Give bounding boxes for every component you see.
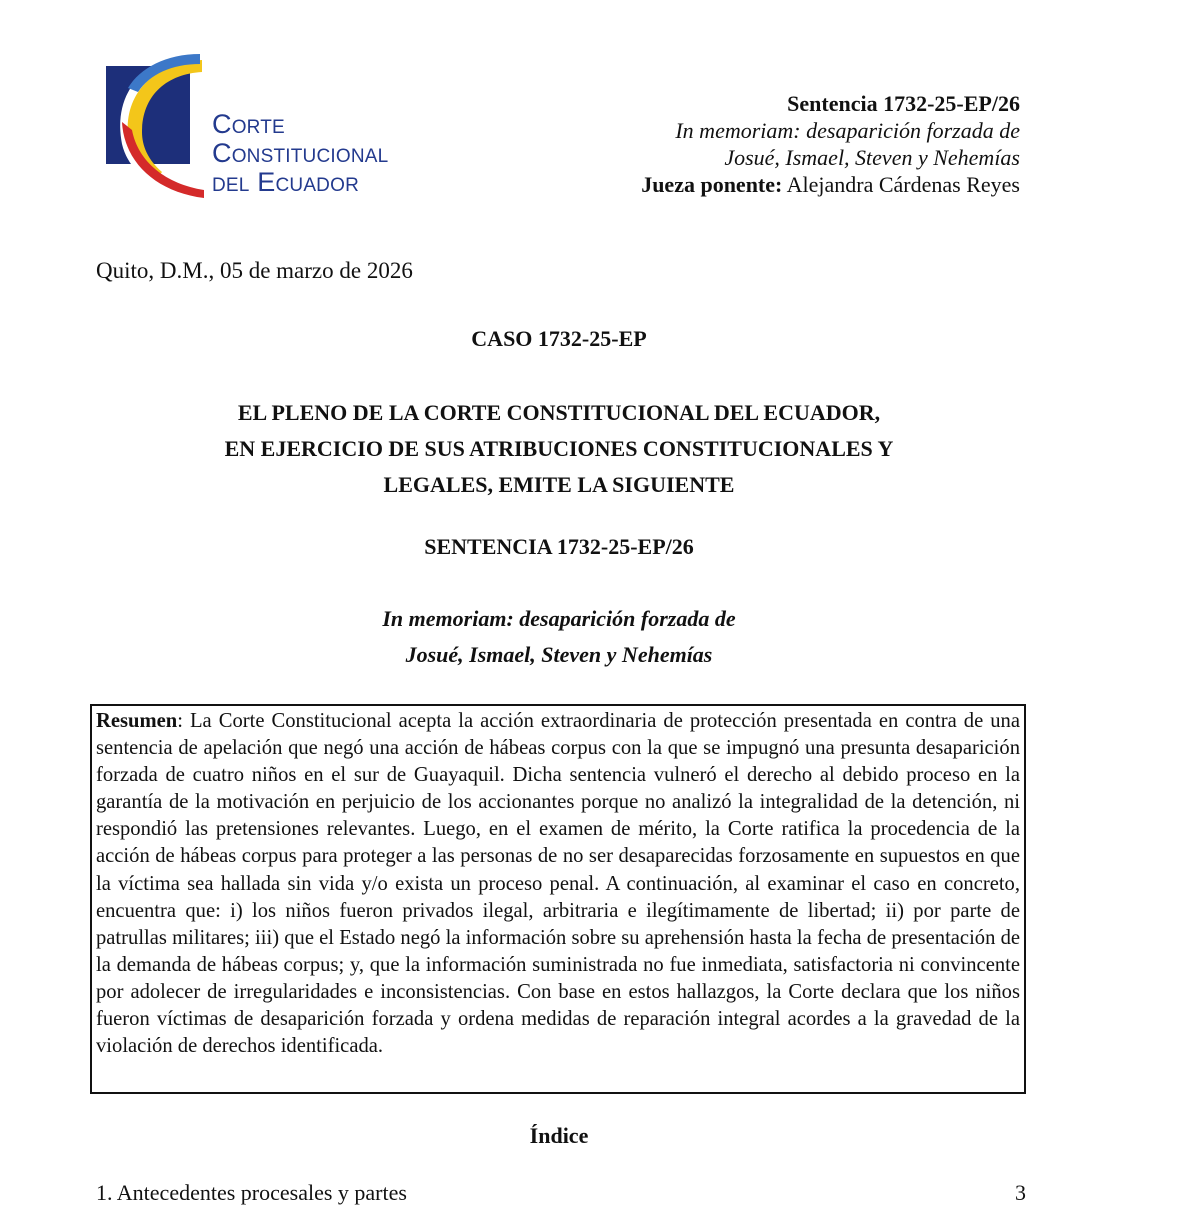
summary-text: : La Corte Constitucional acepta la acción extraordinaria de protección presentada en contra de una sentencia de apelación que negó una acción de hábeas corpus con la que se impugnó una presunta desaparición forzada de cuatro niños en el sur de Guayaquil. Dicha sentencia vulneró el derecho al debido proceso en la garantía de la motivación en perjuicio de los accionantes porque no analizó la integralidad de la detención, ni respondió las pretensiones relevantes. Luego, en el examen de mérito, la Corte ratifica la procedencia de la acción de hábeas corpus para proteger a las personas de no ser desaparecidas forzosamente en supuestos en que la víctima sea hallada sin vida y/o exista un proceso penal. A continuación, al examinar el caso en concreto, encuentra que: i) los niños fueron privados ilegal, arbitraria e ilegítimamente de libertad; ii) por parte de patrullas militares; iii) que el Estado negó la información sobre su aprehensión hasta la fecha de presentación de la demanda de hábeas corpus; y, que la información suministrada no fue inmediata, satisfactoria ni convincente por adolecer de irregularidades e inconsistencias. Con base en estos hallazgos, la Corte declara que los niños fueron víctimas de desaparición forzada y ordena medidas de reparación integral acordes a la gravedad de la violación de derechos identificada. xyxy=(96,710,1020,1058)
case-title: CASO 1732-25-EP xyxy=(471,326,647,351)
pleno-line-1: EL PLENO DE LA CORTE CONSTITUCIONAL DEL ECUADOR, xyxy=(237,400,881,425)
sentencia-title: SENTENCIA 1732-25-EP/26 xyxy=(424,534,694,559)
logo-line-1: Corte xyxy=(212,109,285,139)
toc-item-page: 3 xyxy=(1015,1180,1026,1205)
summary-box xyxy=(90,704,1026,1094)
pleno-line-2: EN EJERCICIO DE SUS ATRIBUCIONES CONSTITUCIONALES Y xyxy=(224,436,894,461)
toc-item-label: 1. Antecedentes procesales y partes xyxy=(96,1180,407,1205)
memoriam-line-1: In memoriam: desaparición forzada de xyxy=(382,606,736,631)
jueza-name: Alejandra Cárdenas Reyes xyxy=(786,172,1020,197)
memoriam-heading xyxy=(0,601,1118,673)
jueza-label: Jueza ponente: xyxy=(641,172,783,197)
header-memoriam-line-2: Josué, Ismael, Steven y Nehemías xyxy=(724,145,1020,170)
header-sentencia: Sentencia 1732-25-EP/26 xyxy=(787,91,1020,116)
memoriam-line-2: Josué, Ismael, Steven y Nehemías xyxy=(405,642,713,667)
sentence-header xyxy=(641,90,1020,198)
court-emblem-icon xyxy=(104,52,214,200)
header-memoriam-line-1: In memoriam: desaparición forzada de xyxy=(675,118,1020,143)
toc-item[interactable] xyxy=(96,1180,1026,1206)
header-jueza xyxy=(641,171,1020,198)
pleno-heading xyxy=(0,395,1118,503)
index-title: Índice xyxy=(529,1123,589,1148)
logo-line-2: Constitucional xyxy=(212,138,389,168)
summary-label: Resumen xyxy=(96,710,178,732)
pleno-line-3: LEGALES, EMITE LA SIGUIENTE xyxy=(383,472,735,497)
logo-line-3: del Ecuador xyxy=(212,167,360,197)
place-date: Quito, D.M., 05 de marzo de 2026 xyxy=(96,258,413,283)
court-logo xyxy=(104,52,464,202)
